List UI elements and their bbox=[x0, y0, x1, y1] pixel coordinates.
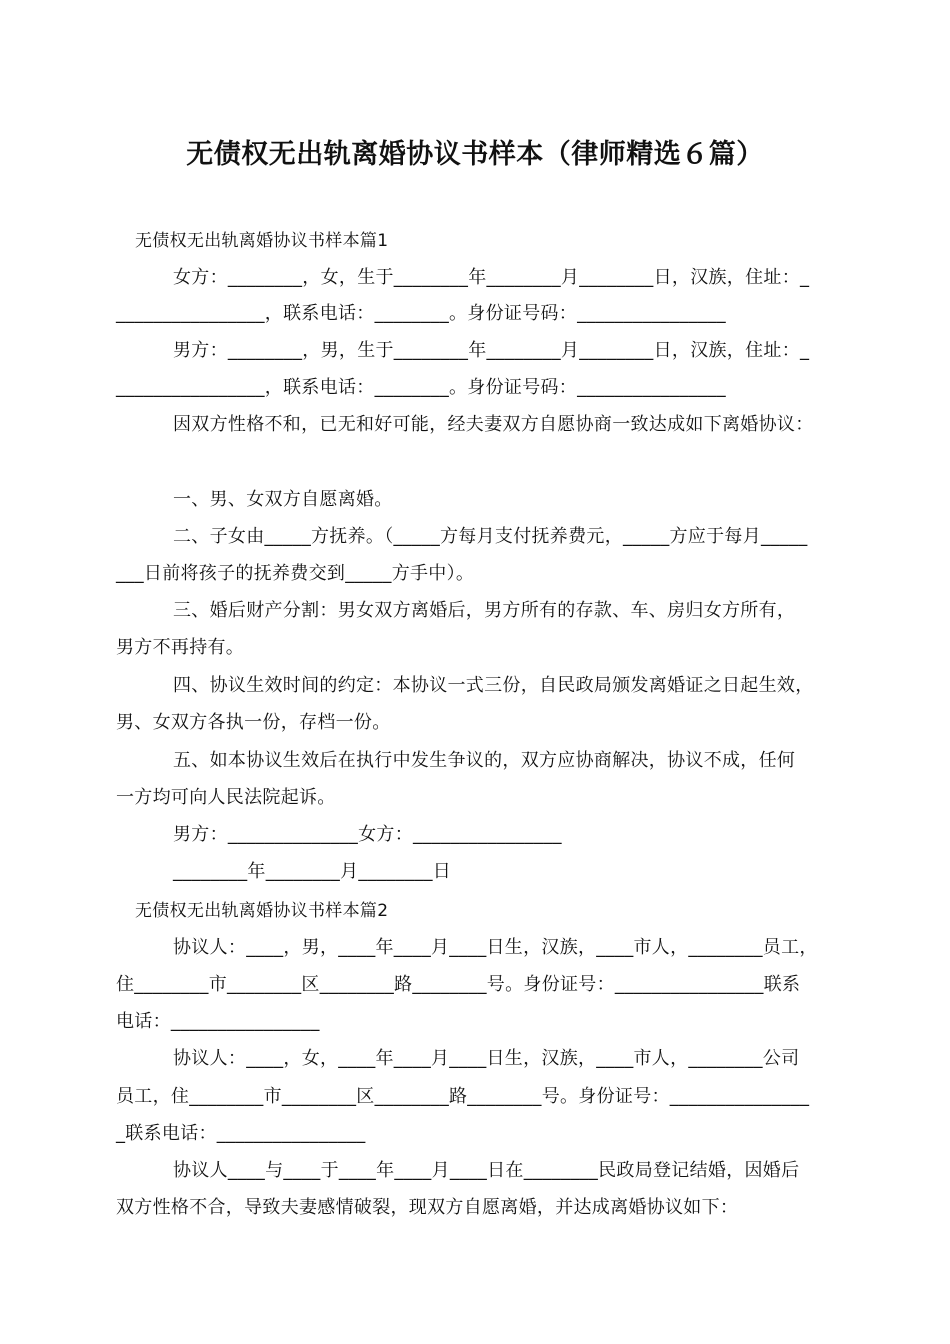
paragraph-line: 女方：________，女，生于________年________月________日，汉族，住址：_ bbox=[173, 267, 810, 288]
section-heading-1: 无债权无出轨离婚协议书样本篇1 bbox=[135, 231, 389, 251]
paragraph-line: 四、协议生效时间的约定：本协议一式三份，自民政局颁发离婚证之日起生效， bbox=[173, 675, 814, 696]
paragraph-line: ________________，联系电话：________。身份证号码：________________ bbox=[116, 377, 726, 398]
section-heading-2: 无债权无出轨离婚协议书样本篇2 bbox=[135, 901, 389, 921]
paragraph-line: 双方性格不合，导致夫妻感情破裂，现双方自愿离婚，并达成离婚协议如下： bbox=[116, 1197, 739, 1218]
paragraph-line: 男方不再持有。 bbox=[116, 637, 245, 658]
paragraph-line: 电话：________________ bbox=[116, 1011, 320, 1032]
paragraph-line: 男方：________，男，生于________年________月________日，汉族，住址：_ bbox=[173, 340, 810, 361]
paragraph-line: _联系电话：________________ bbox=[116, 1123, 366, 1144]
signature-line: 男方：______________女方：________________ bbox=[173, 824, 562, 845]
paragraph-line: 二、子女由_____方抚养。（_____方每月支付抚养费元，_____方应于每月_____ bbox=[173, 526, 808, 547]
paragraph-line: 员工，住________市________区________路________号。身份证号：_______________ bbox=[116, 1086, 810, 1107]
paragraph-line: 协议人____与____于____年____月____日在________民政局登记结婚，因婚后 bbox=[173, 1160, 800, 1181]
date-line: ________年________月________日 bbox=[173, 861, 452, 882]
paragraph-line: ________________，联系电话：________。身份证号码：________________ bbox=[116, 303, 726, 324]
paragraph-line: 一、男、女双方自愿离婚。 bbox=[173, 489, 393, 510]
paragraph-line: 一方均可向人民法院起诉。 bbox=[116, 787, 336, 808]
paragraph-line: 男、女双方各执一份，存档一份。 bbox=[116, 712, 391, 733]
paragraph-line: 三、婚后财产分割：男女双方离婚后，男方所有的存款、车、房归女方所有， bbox=[173, 600, 796, 621]
paragraph-line: 住________市________区________路________号。身份证号：________________联系 bbox=[116, 974, 801, 995]
paragraph-line: ___日前将孩子的抚养费交到_____方手中）。 bbox=[116, 563, 475, 584]
document-title: 无债权无出轨离婚协议书样本（律师精选６篇） bbox=[186, 139, 764, 170]
paragraph-line: 协议人：____，女，____年____月____日生，汉族，____市人，________公司 bbox=[173, 1048, 800, 1069]
paragraph-line: 协议人：____，男，____年____月____日生，汉族，____市人，________员工， bbox=[173, 937, 818, 958]
paragraph-line: 因双方性格不和，已无和好可能，经夫妻双方自愿协商一致达成如下离婚协议： bbox=[173, 414, 814, 435]
paragraph-line: 五、如本协议生效后在执行中发生争议的，双方应协商解决，协议不成，任何 bbox=[173, 750, 796, 771]
